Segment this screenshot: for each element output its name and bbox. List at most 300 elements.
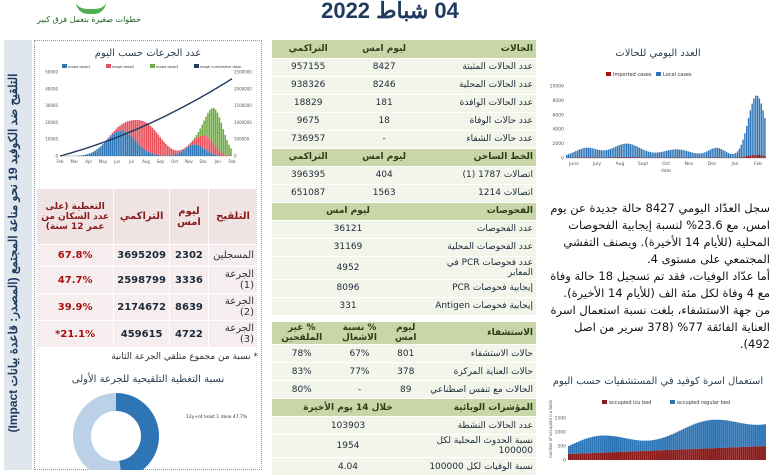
y-tick-label: 4000 <box>553 127 565 133</box>
y-tick-label: 6000 <box>553 112 565 118</box>
dose-bar <box>156 155 158 156</box>
row-label: اتصالات 1787 (1) <box>424 166 536 184</box>
dose-bar <box>152 128 154 154</box>
regular-bed-bar <box>633 440 635 452</box>
y2-tick-label: 1500000 <box>234 103 252 108</box>
local-case-bar <box>641 149 642 158</box>
local-case-bar <box>648 152 649 158</box>
local-case-bar <box>624 144 625 158</box>
icu-bed-bar <box>586 453 588 460</box>
row-cov: 21.1%* <box>37 321 114 348</box>
regular-bed-bar <box>740 423 742 447</box>
hosp-header-label: الاستشفاء <box>424 322 536 345</box>
legend-label: Imported cases <box>613 72 652 78</box>
imported-case-bar <box>764 156 765 158</box>
icu-bed-bar <box>627 452 629 460</box>
local-case-bar <box>575 151 576 158</box>
imported-case-bar <box>630 157 631 158</box>
table-row <box>272 220 536 238</box>
regular-bed-bar <box>647 441 649 451</box>
x-tick-label: Oct <box>171 159 178 164</box>
icu-bed-bar <box>732 447 734 460</box>
row-unvax: 80% <box>272 381 331 399</box>
imported-case-bar <box>751 155 752 158</box>
dose-bar <box>131 120 133 136</box>
regular-bed-bar <box>572 444 574 454</box>
row-day: 4722 <box>169 321 208 348</box>
row-day: 801 <box>387 345 424 363</box>
icu-bed-bar <box>618 452 620 460</box>
row-occ: 67% <box>331 345 387 363</box>
dose-bar <box>161 139 163 155</box>
local-case-bar <box>650 152 651 158</box>
row-day: 8639 <box>169 294 208 321</box>
dose-bar <box>200 146 202 156</box>
regular-bed-bar <box>677 432 679 450</box>
y-tick-label: 0 <box>563 458 566 464</box>
table-row <box>272 238 536 256</box>
regular-bed-bar <box>715 420 717 448</box>
regular-bed-bar <box>728 421 730 448</box>
regular-bed-bar <box>718 420 720 448</box>
dose-bar <box>148 124 150 151</box>
dose-bar <box>138 120 140 144</box>
imported-case-bar <box>622 157 623 158</box>
x-tick-label: Feb <box>754 161 762 167</box>
icu-bed-bar <box>653 451 655 460</box>
local-case-bar <box>731 154 732 158</box>
regular-bed-bar <box>631 439 633 451</box>
dose-bar <box>136 142 138 156</box>
dose-bar <box>152 154 154 156</box>
row-day: 4952 <box>272 256 424 279</box>
cases-header-cum: التراكمي <box>272 40 344 58</box>
x-tick-label: July <box>592 161 601 167</box>
dose-bar <box>211 108 213 141</box>
local-case-bar <box>675 149 676 158</box>
local-case-bar <box>671 150 672 158</box>
icu-bed-bar <box>707 448 709 460</box>
local-case-bar <box>639 148 640 158</box>
icu-bed-bar <box>651 451 653 460</box>
regular-bed-bar <box>590 437 592 453</box>
icu-bed-bar <box>592 453 594 460</box>
dose-bar <box>177 154 179 156</box>
icu-bed-bar <box>574 454 576 460</box>
table-row <box>272 435 536 458</box>
local-case-bar <box>617 146 618 158</box>
legend-swatch-regular <box>670 400 675 404</box>
dose-bar <box>196 145 198 156</box>
dose-bar <box>163 142 165 156</box>
local-case-bar <box>704 152 705 158</box>
icu-bed-bar <box>623 452 625 460</box>
dose-bar <box>115 129 117 132</box>
local-case-bar <box>755 96 756 158</box>
summary-deaths: أما عدّاد الوفيات، فقد تم تسجيل 18 حالة وفاة مع 4 وفاة لكل مئة الف (للأيام 14 الأخيرة). <box>546 268 770 302</box>
local-case-bar <box>631 144 632 158</box>
icu-bed-bar <box>582 453 584 460</box>
dose-bar <box>175 150 177 154</box>
dose-bar <box>102 144 104 156</box>
dose-bar <box>165 144 167 156</box>
icu-bed-bar <box>612 452 614 460</box>
icu-bed-bar <box>752 447 754 460</box>
local-case-bar <box>719 148 720 158</box>
imported-case-bar <box>628 157 629 158</box>
icu-bed-bar <box>602 453 604 460</box>
icu-bed-bar <box>762 446 764 460</box>
row-label: حالات العناية المركزة <box>424 363 536 381</box>
regular-bed-bar <box>746 424 748 447</box>
icu-bed-bar <box>673 450 675 460</box>
local-case-bar <box>579 149 580 158</box>
table-row <box>37 245 258 267</box>
row-cum: 651087 <box>272 184 344 202</box>
regular-bed-bar <box>754 425 756 447</box>
imported-case-bar <box>753 155 754 158</box>
regular-bed-bar <box>641 441 643 451</box>
dose-bar <box>131 136 133 156</box>
icu-bed-bar <box>701 449 703 460</box>
imported-case-bar <box>755 155 756 158</box>
imported-case-bar <box>633 157 634 158</box>
legend-label: occupied icu bed <box>609 400 651 406</box>
regular-bed-bar <box>574 443 576 454</box>
local-case-bar <box>611 148 612 158</box>
icu-bed-bar <box>637 451 639 460</box>
regular-bed-bar <box>625 438 627 451</box>
row-unvax: 83% <box>272 363 331 381</box>
icu-bed-bar <box>675 450 677 460</box>
icu-bed-bar <box>629 452 631 460</box>
row-cum: 459615 <box>114 321 170 348</box>
x-tick-label: Aug <box>616 161 625 167</box>
y-tick-label: 2000 <box>553 141 565 147</box>
legend-swatch-local <box>656 72 661 76</box>
y-tick-label: 500 <box>557 444 566 450</box>
dose-bar <box>106 140 108 156</box>
row-day: 18 <box>344 112 424 130</box>
local-case-bar <box>586 148 587 158</box>
dose-bar <box>177 151 179 154</box>
row-label: عدد الحالات النشطة <box>424 417 536 435</box>
summary-hospital: من جهة الاستشفاء، بلغت نسبة استعمال اسرة العناية الفائقة 77% (378 سرير من اصل 492). <box>546 302 770 353</box>
icu-bed-bar <box>764 446 766 460</box>
icu-bed-bar <box>740 447 742 460</box>
regular-bed-bar <box>639 440 641 451</box>
regular-bed-bar <box>736 422 738 447</box>
dose-bar <box>207 137 209 151</box>
local-case-bar <box>646 151 647 158</box>
local-case-bar <box>726 152 727 158</box>
local-case-bar <box>668 150 669 158</box>
logo-arc-icon <box>76 2 106 14</box>
local-case-bar <box>724 151 725 158</box>
icu-bed-bar <box>724 448 726 460</box>
hosp-header-unvax: % غير الملقحين <box>272 322 331 345</box>
regular-bed-bar <box>627 439 629 452</box>
legend-label: moph cumulative dose <box>200 65 242 69</box>
regular-bed-bar <box>695 424 697 449</box>
row-label: الحالات مع تنفس اصطناعي <box>424 381 536 399</box>
dose-bar <box>110 135 112 136</box>
regular-bed-bar <box>651 440 653 450</box>
regular-bed-bar <box>635 440 637 451</box>
regular-bed-bar <box>720 420 722 448</box>
icu-bed-bar <box>600 453 602 460</box>
dose-bar <box>92 152 94 156</box>
dose-bar <box>117 127 119 131</box>
dose-bar <box>127 133 129 156</box>
dose-bar <box>203 149 205 156</box>
dose-bar <box>217 155 219 156</box>
imported-case-bar <box>750 156 751 158</box>
local-case-bar <box>601 150 602 158</box>
row-value: 103903 <box>272 417 424 435</box>
row-day: 2302 <box>169 245 208 267</box>
local-case-bar <box>757 96 758 158</box>
regular-bed-bar <box>588 438 590 453</box>
regular-bed-bar <box>687 427 689 449</box>
local-case-bar <box>751 104 752 158</box>
tests-header <box>272 202 536 220</box>
dose-bar <box>89 154 91 156</box>
local-case-bar <box>744 133 745 158</box>
dose-bar <box>226 140 228 155</box>
imported-case-bar <box>584 157 585 158</box>
row-cum: 18829 <box>272 94 344 112</box>
icu-bed-bar <box>691 449 693 460</box>
regular-bed-bar <box>570 445 572 454</box>
campaign-logo <box>30 2 148 32</box>
imported-case-bar <box>715 157 716 158</box>
dose-bar <box>196 138 198 145</box>
dose-bar <box>112 135 114 156</box>
dose-bar <box>140 120 142 146</box>
regular-bed-bar <box>730 421 732 447</box>
icu-bed-bar <box>655 450 657 460</box>
indicators-header <box>272 399 536 417</box>
local-case-bar <box>606 150 607 158</box>
dose-bar <box>192 145 194 156</box>
dose-bar <box>203 135 205 148</box>
icu-bed-bar <box>667 450 669 460</box>
dose-bar <box>83 155 85 156</box>
logo-text: خطوات صغيرة بتعمل فرق كبير <box>30 15 148 24</box>
dose-bar <box>198 132 200 137</box>
imported-case-bar <box>639 157 640 158</box>
dose-bar <box>81 155 83 156</box>
imported-case-bar <box>626 157 627 158</box>
local-case-bar <box>635 146 636 158</box>
legend-swatch <box>62 64 67 68</box>
table-row <box>37 321 258 348</box>
dose-bar <box>184 148 186 149</box>
regular-bed-bar <box>663 437 665 450</box>
imported-case-bar <box>742 157 743 158</box>
regular-bed-bar <box>608 436 610 453</box>
row-label: الجرعة (1) <box>208 267 257 294</box>
local-case-bar <box>626 144 627 158</box>
dose-bar <box>200 136 202 146</box>
dose-bar <box>146 123 148 151</box>
dose-bar <box>198 145 200 156</box>
regular-bed-bar <box>602 436 604 453</box>
row-cum: 3695209 <box>114 245 170 267</box>
daily-cases-chart <box>546 62 770 192</box>
regular-bed-bar <box>709 420 711 448</box>
row-day: 3336 <box>169 267 208 294</box>
dose-bar <box>182 149 184 151</box>
legend-swatch-icu <box>602 400 607 404</box>
dose-bar <box>87 154 89 156</box>
icu-bed-bar <box>679 450 681 460</box>
regular-bed-bar <box>618 437 620 452</box>
imported-case-bar <box>741 157 742 158</box>
dose-bar <box>121 124 123 131</box>
local-case-bar <box>619 145 620 158</box>
icu-bed-bar <box>645 451 647 460</box>
regular-bed-bar <box>568 446 570 454</box>
local-case-bar <box>693 153 694 158</box>
row-cum: 938326 <box>272 76 344 94</box>
vaccination-table-header <box>37 189 258 245</box>
legend-label: moph dose2 <box>112 65 134 69</box>
dose-bar <box>150 153 152 156</box>
icu-bed-bar <box>718 448 720 460</box>
icu-bed-bar <box>614 452 616 460</box>
icu-bed-bar <box>754 446 756 460</box>
donut-label: 12y+at least 1 dose 47.7% <box>186 414 248 420</box>
y-tick-label: 20000 <box>45 120 58 125</box>
regular-bed-bar <box>596 436 598 453</box>
dose-bar <box>129 135 131 156</box>
dose-bar <box>157 135 159 155</box>
dose-bar <box>213 108 215 144</box>
dose-bar <box>200 128 202 135</box>
imported-case-bar <box>761 155 762 158</box>
y-tick-label: 40000 <box>45 86 58 91</box>
local-case-bar <box>691 152 692 158</box>
local-case-bar <box>764 118 765 158</box>
x-tick-label: Dec <box>199 159 207 164</box>
icu-bed-bar <box>671 450 673 460</box>
imported-case-bar <box>617 157 618 158</box>
regular-bed-bar <box>673 433 675 449</box>
regular-bed-bar <box>592 437 594 453</box>
icu-bed-bar <box>748 447 750 460</box>
col-cumulative: التراكمي <box>114 189 170 245</box>
y-axis-title: number of occupied icu beds <box>548 400 553 458</box>
local-case-bar <box>604 150 605 158</box>
dose-bar <box>154 130 156 154</box>
local-case-bar <box>679 149 680 158</box>
row-cum: 2174672 <box>114 294 170 321</box>
dose-bar <box>180 150 182 152</box>
row-label: عدد الفحوصات المحلية <box>424 238 536 256</box>
icu-bed-bar <box>685 449 687 460</box>
icu-bed-bar <box>689 449 691 460</box>
dose-bar <box>96 149 98 156</box>
icu-bed-bar <box>608 452 610 460</box>
dose-bar <box>144 149 146 156</box>
table-row <box>272 417 536 435</box>
local-case-bar <box>717 148 718 158</box>
dose-bar <box>123 123 125 131</box>
local-case-bar <box>573 152 574 158</box>
local-case-bar <box>644 150 645 158</box>
icu-bed-bar <box>604 453 606 460</box>
regular-bed-bar <box>691 425 693 449</box>
icu-bed-bar <box>746 447 748 460</box>
x-tick-label: Jan <box>214 159 222 164</box>
icu-bed-bar <box>715 448 717 460</box>
dose-bar <box>201 135 203 147</box>
dose-bar <box>186 146 188 147</box>
dose-bar <box>188 147 190 156</box>
regular-bed-bar <box>616 437 618 453</box>
dose-bar <box>190 145 192 156</box>
row-label: الجرعة (2) <box>208 294 257 321</box>
icu-bed-bar <box>681 449 683 460</box>
icu-bed-bar <box>657 450 659 460</box>
local-case-bar <box>759 98 760 158</box>
dose-bar <box>224 135 226 155</box>
regular-bed-bar <box>584 439 586 453</box>
local-case-bar <box>701 153 702 158</box>
y2-tick-label: 2000000 <box>234 86 252 91</box>
first-dose-coverage-donut <box>36 388 260 470</box>
icu-bed-bar <box>699 449 701 460</box>
legend-swatch <box>106 64 111 68</box>
vertical-title: التلقيح ضد الكوفيد 19 نحو مناعة المجتمع (المصدر: قاعدة بيانات Impact) <box>6 38 20 468</box>
x-tick-label: Jun <box>113 159 121 164</box>
dose-bar <box>142 148 144 156</box>
dose-bar <box>230 148 232 155</box>
local-case-bar <box>730 154 731 158</box>
regular-bed-bar <box>600 436 602 453</box>
dose-bar <box>119 131 121 156</box>
local-case-bar <box>722 150 723 158</box>
dose-bar <box>142 121 144 148</box>
row-label: اتصالات 1214 <box>424 184 536 202</box>
row-occ: - <box>331 381 387 399</box>
table-row <box>37 294 258 321</box>
regular-bed-bar <box>679 431 681 450</box>
x-tick-label: Dec <box>708 161 717 167</box>
dose-bar <box>182 150 184 156</box>
dose-bar <box>104 142 106 156</box>
row-label: حالات الاستشفاء <box>424 345 536 363</box>
imported-case-bar <box>748 156 749 158</box>
local-case-bar <box>737 151 738 158</box>
local-case-bar <box>739 149 740 158</box>
hotline-header-day: ليوم امس <box>344 148 424 166</box>
cases-header-label: الحالات <box>424 40 536 58</box>
row-occ: 77% <box>331 363 387 381</box>
local-case-bar <box>670 150 671 158</box>
local-case-bar <box>582 148 583 158</box>
local-case-bar <box>682 150 683 158</box>
row-label: عدد الحالات المثبتة <box>424 58 536 76</box>
row-day: 404 <box>344 166 424 184</box>
row-day: 8096 <box>272 279 424 297</box>
icu-bed-bar <box>744 447 746 460</box>
icu-bed-bar <box>661 450 663 460</box>
dose-bar <box>112 133 114 135</box>
dose-bar <box>117 131 119 156</box>
